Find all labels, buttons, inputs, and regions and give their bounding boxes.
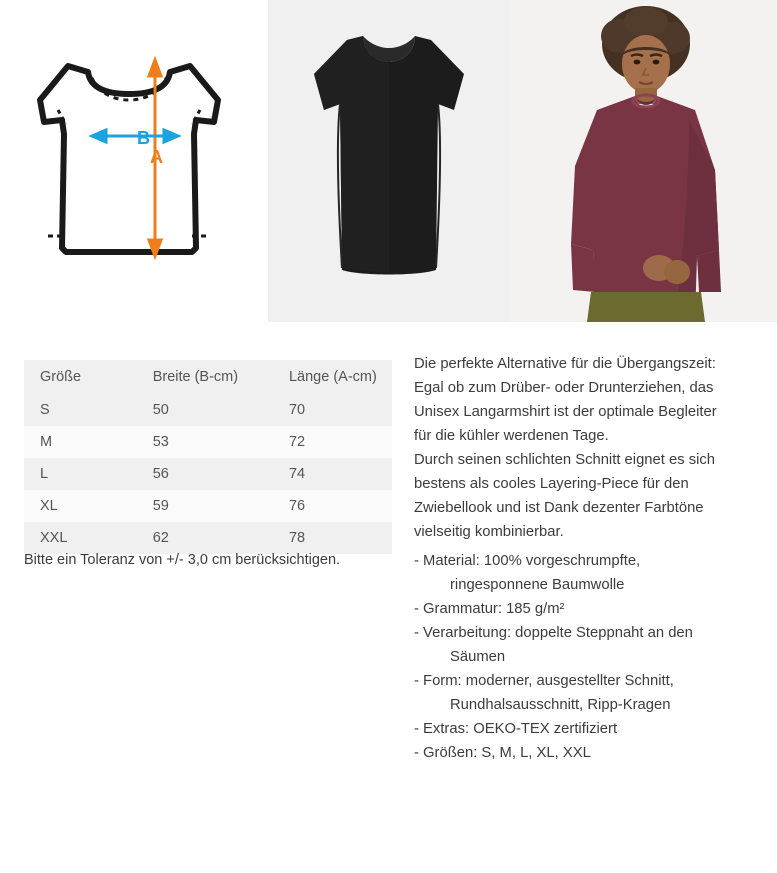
description-line: Die perfekte Alternative für die Übergangszeit: <box>414 356 716 372</box>
cell-width: 56 <box>137 458 273 490</box>
description-line: bestens als cooles Layering-Piece für den <box>414 475 689 492</box>
product-photo-svg <box>268 0 509 322</box>
size-chart-table <box>24 360 392 554</box>
cell-size: M <box>24 426 137 458</box>
header-length: Länge (A-cm) <box>273 360 392 394</box>
table-row <box>24 426 392 458</box>
cell-width: 53 <box>137 426 273 458</box>
table-row <box>24 394 392 426</box>
model-photo-cell <box>509 0 777 322</box>
cell-width: 50 <box>137 394 273 426</box>
description-line: Zwiebellook und ist Dank dezenter Farbtöne <box>414 499 704 516</box>
spec-form: - Form: moderner, ausgestellter Schnitt, <box>414 672 674 689</box>
tolerance-note: Bitte ein Toleranz von +/- 3,0 cm berücksichtigen. <box>24 552 341 568</box>
table-row <box>24 458 392 490</box>
cell-length: 70 <box>273 394 392 426</box>
header-size: Größe <box>24 360 137 394</box>
description-line: Unisex Langarmshirt ist der optimale Begleiter <box>414 403 717 420</box>
model-photo-svg <box>509 0 777 322</box>
table-row <box>24 490 392 522</box>
technical-drawing-svg <box>0 0 268 322</box>
description-line: vielseitig kombinierbar. <box>414 523 564 540</box>
cell-length: 76 <box>273 490 392 522</box>
spec-material: - Material: 100% vorgeschrumpfte, <box>414 553 641 569</box>
spec-material-cont: ringesponnene Baumwolle <box>450 576 625 593</box>
cell-size: L <box>24 458 137 490</box>
cell-length: 74 <box>273 458 392 490</box>
spec-groessen: - Größen: S, M, L, XL, XXL <box>414 744 591 761</box>
table-header-row <box>24 360 392 394</box>
spec-verarbeitung: - Verarbeitung: doppelte Steppnaht an den <box>414 624 693 641</box>
cell-width: 62 <box>137 522 273 554</box>
description-line: Durch seinen schlichten Schnitt eignet es sich <box>414 451 716 468</box>
spec-form-cont: Rundhalsausschnitt, Ripp-Kragen <box>450 696 671 713</box>
description-line: für die kühler werdenen Tage. <box>414 427 609 444</box>
cell-width: 59 <box>137 490 273 522</box>
table-row <box>24 522 392 554</box>
product-description <box>414 353 764 545</box>
cell-size: S <box>24 394 137 426</box>
cell-length: 78 <box>273 522 392 554</box>
length-label: A <box>150 147 163 167</box>
product-photo-cell <box>268 0 509 322</box>
product-image-row <box>0 0 777 322</box>
spec-grammatur: - Grammatur: 185 g/m² <box>414 600 565 617</box>
header-width: Breite (B-cm) <box>137 360 273 394</box>
product-specs <box>414 550 766 766</box>
description-line: Egal ob zum Drüber- oder Drunterziehen, das <box>414 379 714 396</box>
technical-drawing-cell <box>0 0 268 322</box>
product-details <box>0 322 777 873</box>
spec-verarbeitung-cont: Säumen <box>450 648 506 665</box>
cell-size: XXL <box>24 522 137 554</box>
width-label: B <box>137 128 150 148</box>
cell-length: 72 <box>273 426 392 458</box>
cell-size: XL <box>24 490 137 522</box>
spec-extras: - Extras: OEKO-TEX zertifiziert <box>414 720 618 737</box>
